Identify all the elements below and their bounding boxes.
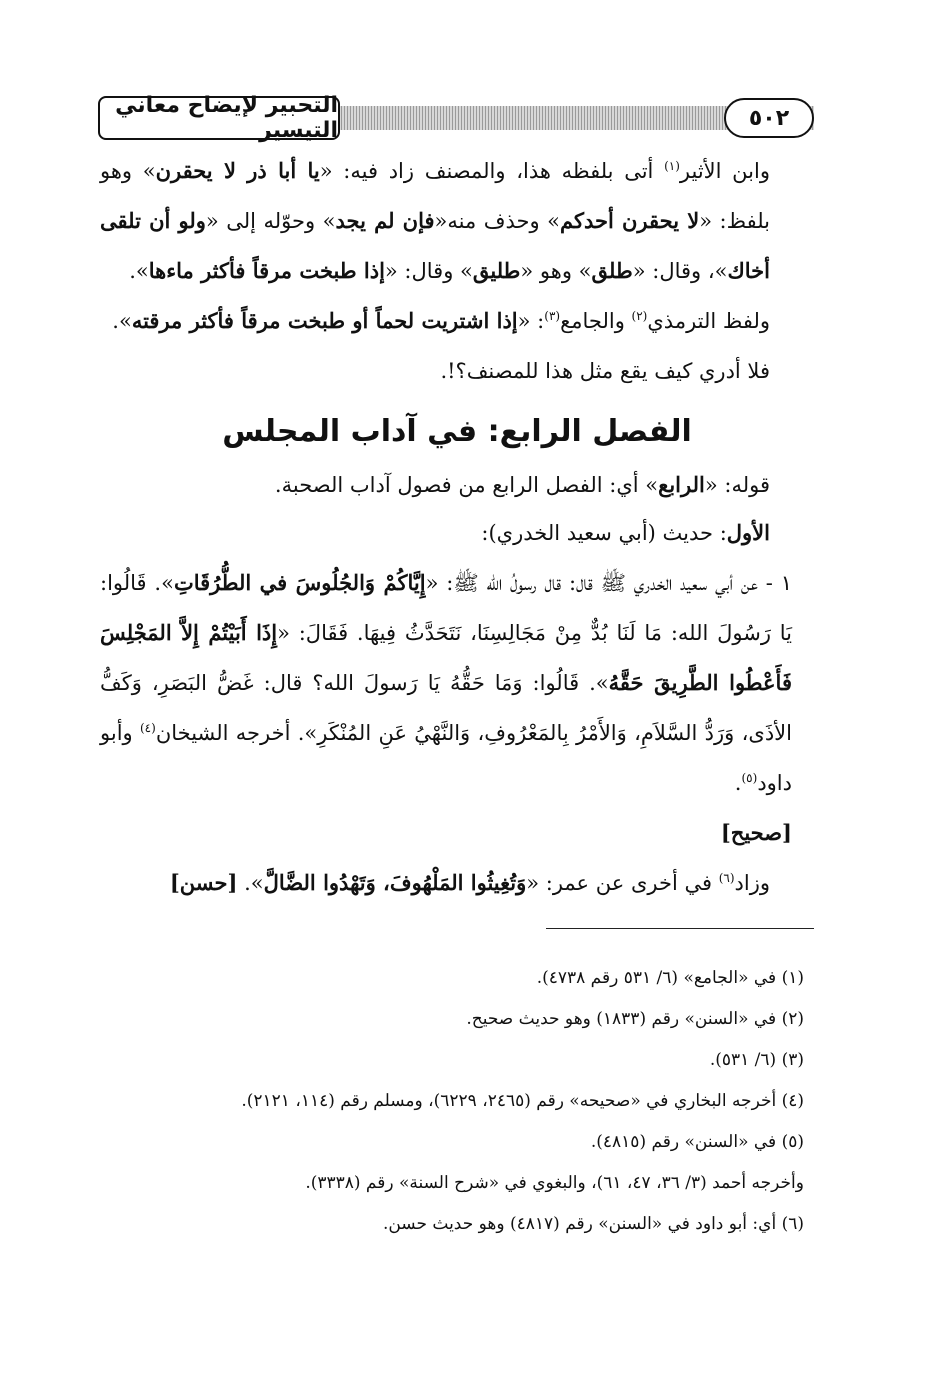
footnote-ref-6: (٦) xyxy=(718,871,735,885)
text: » وحذف منه« xyxy=(434,209,561,233)
quote: يا أبا ذر لا يحقرن xyxy=(155,158,320,183)
paragraph-first-hadith-label xyxy=(100,508,814,558)
hadith-1-addition xyxy=(100,858,814,908)
footnote-ref-2: (٢) xyxy=(631,309,648,323)
footnote-separator xyxy=(546,928,814,929)
text: أتى بلفظه هذا، والمصنف زاد فيه: « xyxy=(319,159,665,183)
text: » وهو « xyxy=(520,259,592,283)
footnote-ref-5: (٥) xyxy=(741,771,758,785)
footnote-1: (١) في «الجامع» (٦/ ٥٣١ رقم ٤٧٣٨). xyxy=(536,968,804,988)
quote: الرابع xyxy=(658,472,705,497)
paragraph-ibn-athir xyxy=(100,146,814,296)
text: ». قَالُوا: وَمَا حَقُّهُ يَا رَسولَ الله؟ قال: غَضُّ البَصَرِ، وَكَفُّ الأذَى، وَرَدُّ السَّلاَمِ، وَالأَمْرُ بِالمَعْرُوفِ، وَالنَّهْيُ عَنِ المُنْكَرِ». أخرجه الشيخان xyxy=(100,671,792,745)
text: ». قَالُوا: يَا رَسُولَ الله: مَا لَنَا بُدٌّ مِنْ مَجَالِسِنَا، نَتَحَدَّثُ فِيهَا. فَقَالَ: « xyxy=(100,571,792,645)
quote: ولو أن تلقى أخاك xyxy=(100,208,770,283)
text: » أي: الفصل الرابع من فصول آداب الصحبة. xyxy=(274,473,659,497)
hadith-1 xyxy=(100,558,814,858)
grade-hasan: [حسن] xyxy=(169,870,238,895)
text: ولفظ الترمذي xyxy=(647,309,770,333)
quote: إِذَا أَبَيْتُمْ إِلاَّ المَجْلِسَ فَأَعْطُوا الطَّرِيقَ حَقَّهُ xyxy=(100,620,792,695)
text: » وحوّله إلى « xyxy=(205,209,336,233)
paragraph-tirmidhi xyxy=(100,296,814,346)
quote: وَتُغِيثُوا المَلْهُوفَ، وَتَهْدُوا الضَّالَّ xyxy=(263,870,527,895)
text: وأبو داود xyxy=(100,721,792,795)
text: والجامع xyxy=(560,309,632,333)
footnote-5-continued: وأخرجه أحمد (٣/ ٣٦، ٤٧، ٦١)، والبغوي في «شرح السنة» رقم (٣٣٣٨). xyxy=(305,1173,804,1193)
page-number: ٥٠٢ xyxy=(724,98,814,138)
footnote-3: (٣) (٦/ ٥٣١). xyxy=(709,1050,804,1070)
footnotes xyxy=(100,958,814,1245)
page-header xyxy=(98,93,814,143)
chapter-heading: الفصل الرابع: في آداب المجلس xyxy=(222,414,692,449)
quote: طلق xyxy=(591,258,633,283)
text: »، وقال: « xyxy=(632,259,728,283)
text: وابن الأثير xyxy=(679,159,770,183)
text: ». xyxy=(112,309,132,333)
text: ١ - عن أبي سعيد الخدري ﷺ قال: قال رسولُ الله ﷺ: « xyxy=(425,571,792,595)
book-title: التحبير لإيضاح معاني التيسير xyxy=(98,96,340,140)
footnote-4: (٤) أخرجه البخاري في «صحيحه» رقم (٢٤٦٥، ٦٢٢٩)، ومسلم رقم (١١٤، ٢١٢١). xyxy=(241,1091,804,1111)
footnote-5: (٥) في «السنن» رقم (٤٨١٥). xyxy=(590,1132,804,1152)
quote: إذا اشتريت لحماً أو طبخت مرقاً فأكثر مرقته xyxy=(131,308,518,333)
text: » وقال: « xyxy=(384,259,473,283)
text: قوله: « xyxy=(704,473,770,497)
text: : « xyxy=(517,309,545,333)
text: في أخرى عن عمر: « xyxy=(526,871,719,895)
quote: إذا طبخت مرقاً فأكثر ماءها xyxy=(148,258,385,283)
paragraph-qawluhu xyxy=(100,462,814,508)
footnote-ref-1: (١) xyxy=(664,159,680,173)
text: : حديث (أبي سعيد الخدري): xyxy=(481,521,727,545)
quote: إِيَّاكُمْ وَالجُلُوسَ في الطُّرُقَاتِ xyxy=(173,570,426,595)
text: » وهو بلفظ: « xyxy=(100,159,770,233)
text: وزاد xyxy=(734,871,770,895)
quote: لا يحقرن أحدكم xyxy=(560,208,700,233)
quote: طليق xyxy=(472,258,521,283)
footnote-2: (٢) في «السنن» رقم (١٨٣٣) وهو حديث صحيح. xyxy=(466,1009,804,1029)
text: . xyxy=(734,771,742,795)
main-text xyxy=(100,146,814,908)
text: ». xyxy=(129,259,149,283)
footnote-6: (٦) أي: أبو داود في «السنن» رقم (٤٨١٧) وهو حديث حسن. xyxy=(382,1214,804,1234)
footnote-ref-4: (٤) xyxy=(139,721,156,735)
grade-sahih: [صحيح] xyxy=(720,820,792,845)
footnote-ref-3: (٣) xyxy=(544,309,561,323)
text: ». xyxy=(237,871,264,895)
paragraph-comment: فلا أدري كيف يقع مثل هذا للمصنف؟!. xyxy=(440,359,770,383)
label: الأول xyxy=(726,520,770,545)
quote: فإن لم يجد xyxy=(335,208,435,233)
